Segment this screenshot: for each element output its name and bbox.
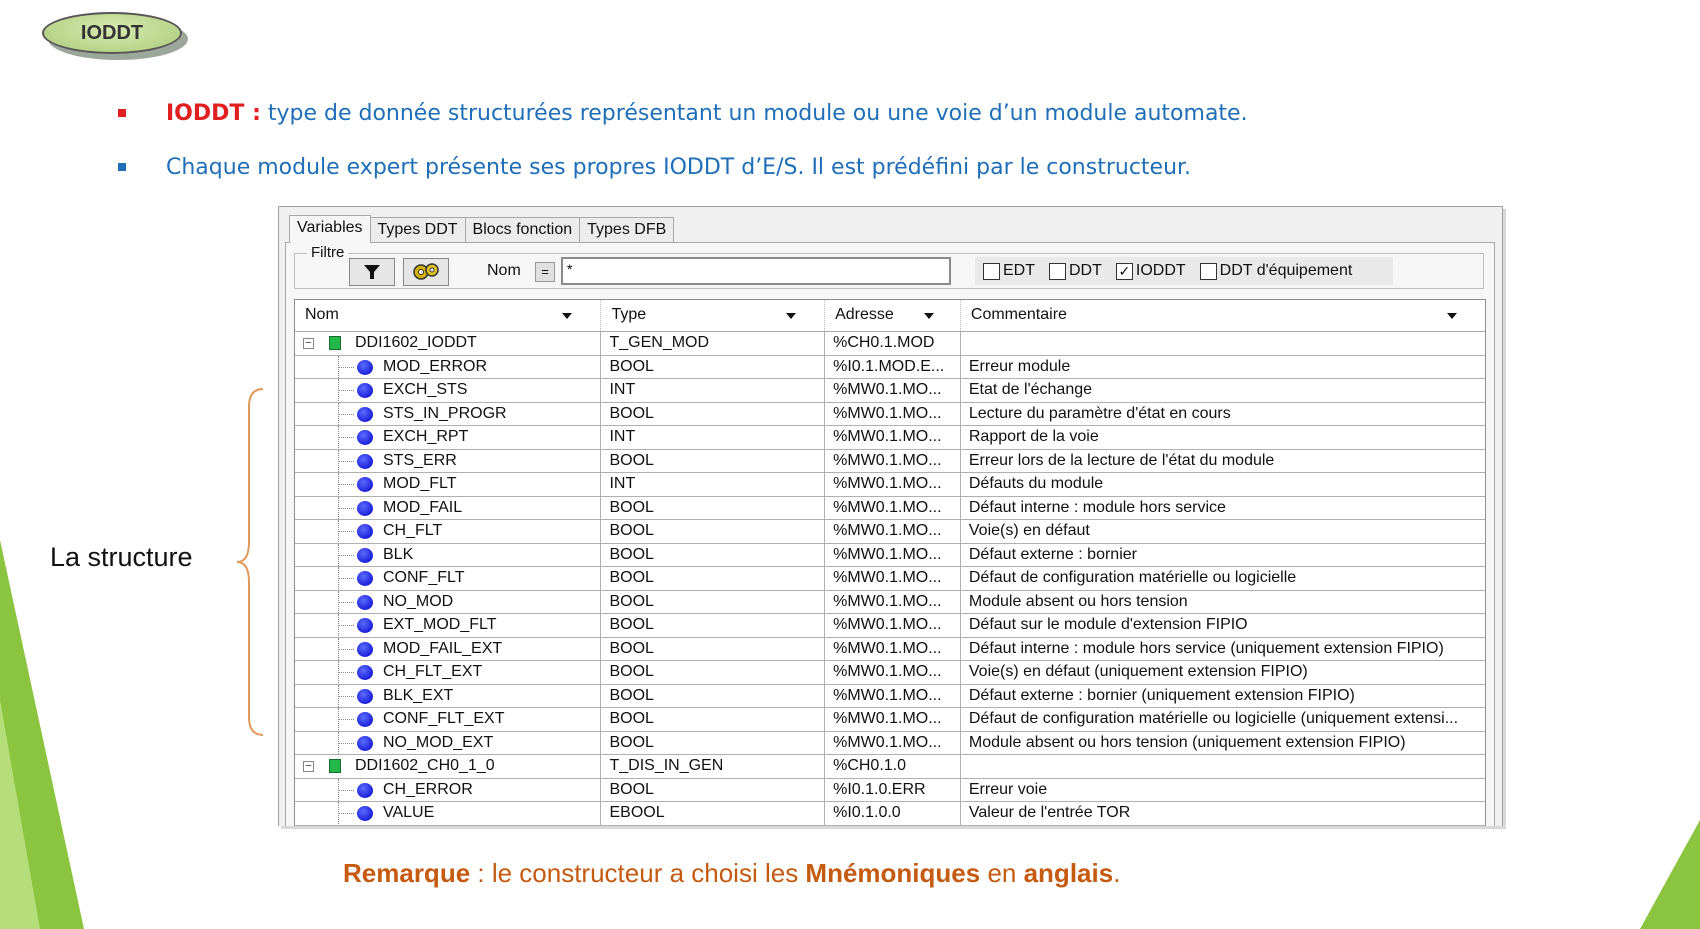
variable-name: STS_IN_PROGR bbox=[383, 404, 507, 422]
cell-commentaire[interactable]: Lecture du paramètre d'état en cours bbox=[968, 404, 1231, 422]
table-row[interactable] bbox=[295, 332, 1485, 356]
variable-name: CH_FLT bbox=[383, 522, 443, 539]
cell-type[interactable]: EBOOL bbox=[601, 802, 825, 825]
variable-name: CH_ERROR bbox=[383, 780, 473, 798]
variable-icon bbox=[357, 689, 373, 704]
variable-icon bbox=[357, 477, 373, 492]
cell-type[interactable]: BOOL bbox=[601, 497, 825, 520]
table-row[interactable] bbox=[295, 497, 1485, 521]
cell-adresse[interactable]: %MW0.1.MO... bbox=[825, 591, 961, 614]
tab-blocs-fonction[interactable]: Blocs fonction bbox=[465, 217, 581, 243]
logo bbox=[28, 6, 198, 64]
data-editor-window bbox=[278, 206, 1503, 826]
cell-commentaire[interactable]: Défauts du module bbox=[968, 475, 1104, 492]
name-filter-label: Nom bbox=[487, 262, 521, 279]
variable-icon bbox=[357, 383, 373, 398]
cell-commentaire[interactable]: Erreur voie bbox=[968, 780, 1048, 798]
cell-nom[interactable] bbox=[295, 473, 601, 496]
bullet-item-module bbox=[118, 150, 1618, 184]
tree-branch bbox=[338, 390, 354, 391]
cell-nom[interactable] bbox=[295, 614, 601, 637]
cell-commentaire[interactable]: Voie(s) en défaut bbox=[968, 522, 1090, 539]
column-header-label: Nom bbox=[305, 306, 339, 323]
cell-adresse[interactable]: %MW0.1.MO... bbox=[825, 544, 961, 567]
tree-branch bbox=[338, 508, 354, 509]
variable-name: EXT_MOD_FLT bbox=[383, 616, 497, 633]
variable-name: MOD_FLT bbox=[383, 475, 457, 492]
tree-branch bbox=[338, 484, 354, 485]
cell-adresse[interactable]: %MW0.1.MO... bbox=[825, 426, 961, 449]
column-header-adresse[interactable] bbox=[825, 300, 961, 331]
logo-text: IODDT bbox=[80, 22, 144, 44]
tab-types-ddt[interactable]: Types DDT bbox=[370, 217, 466, 243]
cell-type[interactable]: BOOL bbox=[601, 779, 825, 802]
variable-icon bbox=[357, 548, 373, 563]
bullet-keyword: IODDT : bbox=[166, 100, 261, 126]
structure-icon bbox=[329, 336, 341, 350]
filter-label: Filtre bbox=[307, 244, 348, 261]
variable-icon bbox=[357, 665, 373, 680]
cell-commentaire[interactable]: Module absent ou hors tension (uniquement extension FIPIO) bbox=[968, 733, 1406, 751]
table-row[interactable] bbox=[295, 356, 1485, 380]
cell-type[interactable]: BOOL bbox=[601, 661, 825, 684]
tree-branch bbox=[338, 414, 354, 415]
decorative-triangle-right bbox=[1640, 820, 1700, 929]
collapse-icon[interactable]: − bbox=[303, 761, 314, 772]
cell-nom[interactable] bbox=[295, 732, 601, 755]
name-filter-input[interactable]: * bbox=[561, 257, 951, 285]
table-row[interactable] bbox=[295, 708, 1485, 732]
cell-adresse[interactable]: %MW0.1.MO... bbox=[825, 473, 961, 496]
remark-segment: : le constructeur a choisi les bbox=[470, 858, 806, 888]
variable-name: BLK bbox=[383, 545, 414, 563]
table-row[interactable] bbox=[295, 802, 1485, 826]
table-row[interactable] bbox=[295, 567, 1485, 591]
cell-nom[interactable] bbox=[295, 356, 601, 379]
checkbox-label: EDT bbox=[1003, 262, 1035, 279]
variable-name: STS_ERR bbox=[383, 451, 457, 469]
cell-type[interactable]: BOOL bbox=[601, 591, 825, 614]
cell-nom[interactable] bbox=[295, 779, 601, 802]
variable-name: DDI1602_IODDT bbox=[355, 334, 477, 351]
equals-button[interactable]: = bbox=[535, 262, 555, 282]
cell-commentaire[interactable] bbox=[961, 332, 1485, 355]
bullet-square-icon bbox=[118, 163, 126, 171]
variable-icon bbox=[357, 736, 373, 751]
cell-adresse[interactable]: %I0.1.0.0 bbox=[825, 802, 961, 825]
cell-commentaire[interactable]: Valeur de l'entrée TOR bbox=[968, 804, 1131, 821]
variable-icon bbox=[357, 360, 373, 375]
table-row[interactable] bbox=[295, 591, 1485, 615]
checkbox-box-checked[interactable]: ✓ bbox=[1116, 263, 1133, 280]
cell-type[interactable]: BOOL bbox=[601, 520, 825, 543]
checkbox-box[interactable] bbox=[983, 263, 1000, 280]
structure-label: La structure bbox=[50, 542, 193, 572]
tree-branch bbox=[338, 531, 354, 532]
cell-commentaire[interactable]: Défaut de configuration matérielle ou logicielle bbox=[968, 569, 1297, 586]
tab-types-dfb[interactable]: Types DFB bbox=[579, 217, 674, 243]
cell-type[interactable]: BOOL bbox=[601, 614, 825, 637]
tab-variables[interactable]: Variables bbox=[289, 215, 371, 243]
cell-nom[interactable] bbox=[295, 426, 601, 449]
table-row[interactable] bbox=[295, 779, 1485, 803]
funnel-icon bbox=[363, 263, 381, 281]
variable-icon bbox=[357, 712, 373, 727]
cell-adresse[interactable]: %MW0.1.MO... bbox=[825, 708, 961, 731]
cell-nom[interactable] bbox=[295, 544, 601, 567]
variable-name: NO_MOD_EXT bbox=[383, 733, 494, 751]
remark-segment: en bbox=[980, 858, 1024, 888]
cell-type[interactable]: INT bbox=[601, 426, 825, 449]
cell-adresse[interactable]: %I0.1.0.ERR bbox=[825, 779, 961, 802]
bullet-list bbox=[118, 96, 1618, 204]
tree-branch bbox=[338, 813, 354, 814]
variable-icon bbox=[357, 524, 373, 539]
cell-commentaire[interactable]: Voie(s) en défaut (uniquement extension FIPIO) bbox=[968, 663, 1308, 680]
checkbox-box[interactable] bbox=[1049, 263, 1066, 280]
cell-commentaire[interactable]: Erreur module bbox=[968, 357, 1071, 375]
remark-emphasis-mnemoniques: Mnémoniques bbox=[805, 858, 981, 888]
variable-name: EXCH_STS bbox=[383, 381, 468, 398]
cell-adresse[interactable]: %I0.1.MOD.E... bbox=[825, 356, 961, 379]
column-header-label: Commentaire bbox=[970, 306, 1067, 323]
variable-name: BLK_EXT bbox=[383, 686, 454, 704]
cell-type[interactable]: INT bbox=[601, 379, 825, 402]
dropdown-arrow-icon[interactable] bbox=[786, 313, 796, 319]
remark-keyword: Remarque bbox=[343, 858, 471, 888]
cell-type[interactable]: BOOL bbox=[601, 708, 825, 731]
variable-icon bbox=[357, 430, 373, 445]
cell-nom[interactable] bbox=[295, 685, 601, 708]
cell-commentaire[interactable]: Défaut sur le module d'extension FIPIO bbox=[968, 616, 1248, 633]
tree-branch bbox=[338, 719, 354, 720]
table-row[interactable] bbox=[295, 685, 1485, 709]
filter-options-button[interactable] bbox=[403, 258, 449, 286]
variable-icon bbox=[357, 618, 373, 633]
cell-commentaire[interactable]: Etat de l'échange bbox=[968, 381, 1093, 398]
cell-type[interactable]: BOOL bbox=[601, 356, 825, 379]
table-row[interactable] bbox=[295, 379, 1485, 403]
bullet-text: Chaque module expert présente ses propres IODDT d’E/S. Il est prédéfini par le constructeur. bbox=[166, 154, 1192, 180]
table-row[interactable] bbox=[295, 520, 1485, 544]
dropdown-arrow-icon[interactable] bbox=[924, 313, 934, 319]
cell-type[interactable]: BOOL bbox=[601, 685, 825, 708]
column-header-commentaire[interactable] bbox=[961, 300, 1485, 331]
table-row[interactable] bbox=[295, 614, 1485, 638]
variables-panel bbox=[285, 242, 1495, 826]
dropdown-arrow-icon[interactable] bbox=[562, 313, 572, 319]
filter-funnel-button[interactable] bbox=[349, 258, 395, 286]
cell-nom[interactable] bbox=[295, 638, 601, 661]
column-header-nom[interactable] bbox=[295, 300, 601, 331]
variable-name: EXCH_RPT bbox=[383, 428, 469, 445]
cell-type[interactable]: T_GEN_MOD bbox=[601, 332, 825, 355]
table-row[interactable] bbox=[295, 755, 1485, 779]
tree-branch bbox=[338, 437, 354, 438]
variable-icon bbox=[357, 501, 373, 516]
cell-nom[interactable] bbox=[295, 379, 601, 402]
cell-nom[interactable] bbox=[295, 661, 601, 684]
checkbox-ddt[interactable] bbox=[1049, 262, 1102, 280]
table-row[interactable] bbox=[295, 638, 1485, 662]
cell-nom[interactable] bbox=[295, 403, 601, 426]
cell-commentaire[interactable]: Module absent ou hors tension bbox=[968, 592, 1188, 610]
cell-adresse[interactable]: %MW0.1.MO... bbox=[825, 450, 961, 473]
table-row[interactable] bbox=[295, 544, 1485, 568]
tree-branch bbox=[338, 555, 354, 556]
cell-adresse[interactable]: %CH0.1.MOD bbox=[825, 332, 961, 355]
cell-nom[interactable] bbox=[295, 450, 601, 473]
cell-adresse[interactable]: %MW0.1.MO... bbox=[825, 638, 961, 661]
cell-type[interactable]: BOOL bbox=[601, 403, 825, 426]
tree-branch bbox=[338, 696, 354, 697]
tree-branch bbox=[338, 602, 354, 603]
cell-commentaire[interactable]: Défaut interne : module hors service (uniquement extension FIPIO) bbox=[968, 639, 1444, 657]
cell-type[interactable]: BOOL bbox=[601, 450, 825, 473]
cell-commentaire[interactable]: Défaut interne : module hors service bbox=[968, 498, 1226, 516]
cell-type[interactable]: BOOL bbox=[601, 544, 825, 567]
tree-branch bbox=[338, 649, 354, 650]
cell-adresse[interactable]: %MW0.1.MO... bbox=[825, 497, 961, 520]
bullet-item-ioddt bbox=[118, 96, 1618, 130]
variable-name: MOD_ERROR bbox=[383, 357, 488, 375]
tree-branch bbox=[338, 367, 354, 368]
variable-name: NO_MOD bbox=[383, 592, 454, 610]
cell-nom[interactable] bbox=[295, 567, 601, 590]
checkbox-label: IODDT bbox=[1135, 262, 1186, 279]
cell-commentaire[interactable]: Défaut de configuration matérielle ou logicielle (uniquement extensi... bbox=[968, 710, 1459, 727]
cell-adresse[interactable]: %MW0.1.MO... bbox=[825, 685, 961, 708]
remark-emphasis-anglais: anglais bbox=[1023, 858, 1114, 888]
cell-commentaire[interactable]: Erreur lors de la lecture de l'état du module bbox=[968, 451, 1275, 469]
cell-commentaire[interactable]: Rapport de la voie bbox=[968, 428, 1099, 445]
variable-icon bbox=[357, 806, 373, 821]
cell-commentaire[interactable] bbox=[961, 755, 1485, 778]
variable-icon bbox=[357, 595, 373, 610]
cell-adresse[interactable]: %MW0.1.MO... bbox=[825, 732, 961, 755]
curly-brace-icon bbox=[235, 387, 265, 737]
variable-icon bbox=[357, 783, 373, 798]
table-row[interactable] bbox=[295, 426, 1485, 450]
cell-adresse[interactable]: %MW0.1.MO... bbox=[825, 661, 961, 684]
cell-adresse[interactable]: %MW0.1.MO... bbox=[825, 614, 961, 637]
dropdown-arrow-icon[interactable] bbox=[1447, 313, 1457, 319]
variable-icon bbox=[357, 571, 373, 586]
cell-nom[interactable] bbox=[295, 520, 601, 543]
bullet-text bbox=[166, 101, 1248, 126]
cell-adresse[interactable]: %MW0.1.MO... bbox=[825, 403, 961, 426]
tab-bar bbox=[289, 215, 673, 243]
cell-adresse[interactable]: %CH0.1.0 bbox=[825, 755, 961, 778]
table-row[interactable] bbox=[295, 732, 1485, 756]
cell-adresse[interactable]: %MW0.1.MO... bbox=[825, 520, 961, 543]
cell-nom[interactable] bbox=[295, 755, 601, 778]
checkbox-ioddt[interactable] bbox=[1116, 262, 1186, 280]
cell-type[interactable]: BOOL bbox=[601, 567, 825, 590]
variable-icon bbox=[357, 454, 373, 469]
variable-name: VALUE bbox=[383, 804, 435, 821]
checkbox-label: DDT bbox=[1069, 262, 1102, 279]
checkbox-edt[interactable] bbox=[983, 262, 1035, 280]
table-row[interactable] bbox=[295, 473, 1485, 497]
cell-type[interactable]: INT bbox=[601, 473, 825, 496]
variable-icon bbox=[357, 642, 373, 657]
cell-type[interactable]: BOOL bbox=[601, 638, 825, 661]
checkbox-ddt-equipement[interactable] bbox=[1200, 262, 1353, 280]
variable-name: MOD_FAIL_EXT bbox=[383, 639, 503, 657]
cell-commentaire[interactable]: Défaut externe : bornier bbox=[968, 545, 1137, 563]
cell-commentaire[interactable]: Défaut externe : bornier (uniquement extension FIPIO) bbox=[968, 686, 1355, 704]
cell-nom[interactable] bbox=[295, 708, 601, 731]
cell-adresse[interactable]: %MW0.1.MO... bbox=[825, 567, 961, 590]
checkbox-label: DDT d'équipement bbox=[1219, 262, 1353, 279]
variable-name: CONF_FLT_EXT bbox=[383, 710, 505, 727]
cell-adresse[interactable]: %MW0.1.MO... bbox=[825, 379, 961, 402]
variable-name: CH_FLT_EXT bbox=[383, 663, 483, 680]
cell-nom[interactable] bbox=[295, 591, 601, 614]
gears-icon bbox=[411, 261, 441, 283]
remark-segment: . bbox=[1113, 858, 1121, 888]
column-header-label: Adresse bbox=[835, 306, 894, 323]
cell-nom[interactable] bbox=[295, 497, 601, 520]
tree-branch bbox=[338, 578, 354, 579]
variable-name: MOD_FAIL bbox=[383, 498, 463, 516]
collapse-icon[interactable]: − bbox=[303, 338, 314, 349]
cell-type[interactable]: BOOL bbox=[601, 732, 825, 755]
bullet-description: type de donnée structurées représentant un module ou une voie d’un module automate. bbox=[260, 100, 1248, 126]
tree-branch bbox=[338, 625, 354, 626]
cell-type[interactable]: T_DIS_IN_GEN bbox=[601, 755, 825, 778]
table-row[interactable] bbox=[295, 403, 1485, 427]
table-header bbox=[295, 300, 1485, 332]
tree-branch bbox=[338, 672, 354, 673]
column-header-type[interactable] bbox=[601, 300, 825, 331]
type-checkbox-group bbox=[975, 257, 1393, 285]
table-body bbox=[295, 332, 1485, 826]
variable-icon bbox=[357, 407, 373, 422]
remark-text bbox=[343, 858, 1120, 889]
tree-branch bbox=[338, 461, 354, 462]
filter-group bbox=[294, 244, 1484, 289]
tree-branch bbox=[338, 743, 354, 744]
table-row[interactable] bbox=[295, 661, 1485, 685]
structure-icon bbox=[329, 759, 341, 773]
cell-nom[interactable] bbox=[295, 332, 601, 355]
checkbox-box[interactable] bbox=[1200, 263, 1217, 280]
decorative-triangle-left-light bbox=[0, 700, 40, 929]
variable-name: DDI1602_CH0_1_0 bbox=[355, 757, 495, 774]
tree-branch bbox=[338, 790, 354, 791]
bullet-square-icon bbox=[118, 109, 126, 117]
table-row[interactable] bbox=[295, 450, 1485, 474]
variables-table bbox=[294, 299, 1486, 826]
column-header-label: Type bbox=[611, 306, 647, 323]
variable-name: CONF_FLT bbox=[383, 569, 465, 586]
cell-nom[interactable] bbox=[295, 802, 601, 825]
